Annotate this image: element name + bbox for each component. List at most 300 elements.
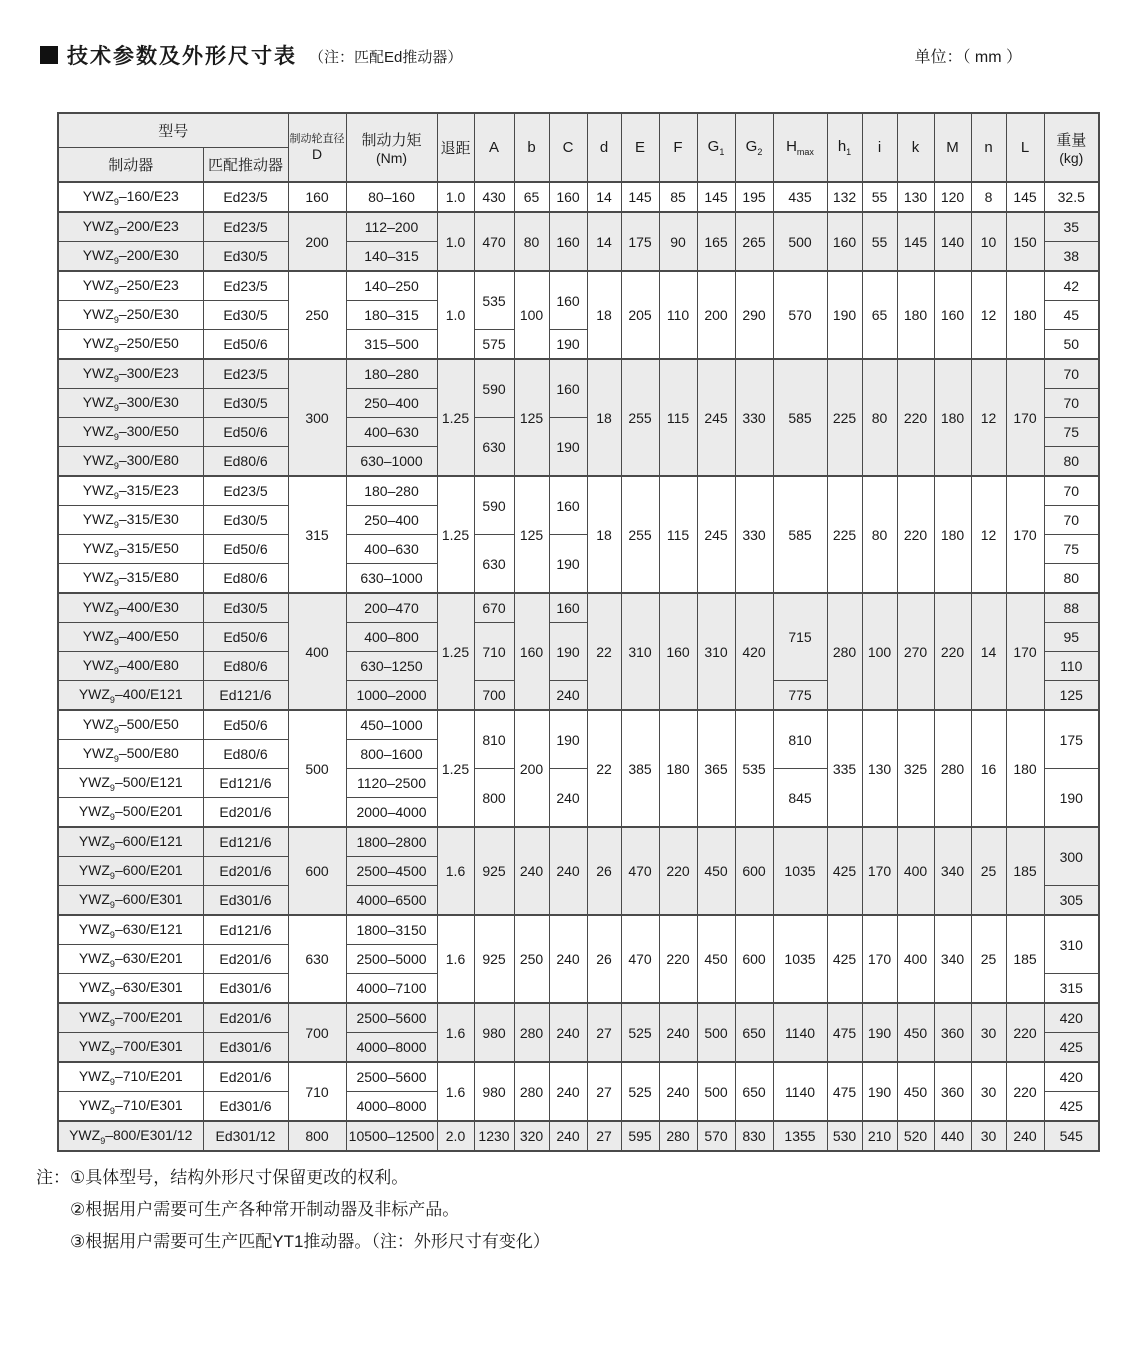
cell-d: 14	[587, 182, 621, 212]
cell-L: 220	[1006, 1062, 1044, 1121]
cell-Hmax: 845	[773, 769, 827, 828]
cell-i: 80	[862, 476, 897, 593]
cell-weight: 175	[1044, 710, 1099, 769]
cell-A: 810	[474, 710, 514, 769]
cell-b: 160	[514, 593, 549, 710]
cell-A: 535	[474, 271, 514, 330]
cell-thruster-model: Ed30/5	[203, 389, 288, 418]
cell-M: 360	[934, 1062, 971, 1121]
cell-Hmax: 775	[773, 681, 827, 711]
cell-G1: 450	[697, 827, 735, 915]
cell-G1: 145	[697, 182, 735, 212]
cell-n: 12	[971, 271, 1006, 359]
cell-brake-model: $YWZ_9-800/E301/12$	[58, 1121, 203, 1151]
cell-G1: 450	[697, 915, 735, 1003]
cell-brake-model: $YWZ_9-700/E301$	[58, 1033, 203, 1063]
cell-n: 25	[971, 827, 1006, 915]
column-header-h1: $h_1$	[827, 113, 862, 182]
cell-torque: 450–1000	[346, 710, 437, 740]
table-header	[58, 113, 1099, 182]
cell-wheel-diameter: 800	[288, 1121, 346, 1151]
cell-torque: 800–1600	[346, 740, 437, 769]
cell-brake-model: $YWZ_9-315/E80$	[58, 564, 203, 594]
cell-weight: 45	[1044, 301, 1099, 330]
cell-brake-model: $YWZ_9-600/E301$	[58, 886, 203, 916]
cell-Hmax: 585	[773, 476, 827, 593]
cell-d: 18	[587, 359, 621, 476]
cell-torque: 140–250	[346, 271, 437, 301]
cell-torque: 2500–5600	[346, 1062, 437, 1092]
table-row	[58, 710, 1099, 740]
cell-F: 90	[659, 212, 697, 271]
table-row	[58, 593, 1099, 623]
cell-G1: 165	[697, 212, 735, 271]
cell-h1: 160	[827, 212, 862, 271]
cell-F: 220	[659, 915, 697, 1003]
cell-thruster-model: Ed80/6	[203, 740, 288, 769]
cell-brake-model: $YWZ_9-500/E121$	[58, 769, 203, 798]
cell-weight: 125	[1044, 681, 1099, 711]
cell-b: 320	[514, 1121, 549, 1151]
cell-A: 980	[474, 1003, 514, 1062]
cell-F: 115	[659, 359, 697, 476]
table-row	[58, 827, 1099, 857]
cell-weight: 88	[1044, 593, 1099, 623]
column-header-Hmax: $H_{max}$	[773, 113, 827, 182]
cell-G2: 650	[735, 1003, 773, 1062]
cell-thruster-model: Ed50/6	[203, 623, 288, 652]
cell-E: 595	[621, 1121, 659, 1151]
cell-Hmax: 1140	[773, 1062, 827, 1121]
column-header-k: k	[897, 113, 934, 182]
cell-F: 180	[659, 710, 697, 827]
footnote-prefix: 注：	[36, 1168, 70, 1187]
table-row	[58, 182, 1099, 212]
cell-weight: 315	[1044, 974, 1099, 1004]
cell-Hmax: 810	[773, 710, 827, 769]
cell-brake-model: $YWZ_9-400/E121$	[58, 681, 203, 711]
cell-weight: 95	[1044, 623, 1099, 652]
cell-brake-model: $YWZ_9-710/E301$	[58, 1092, 203, 1122]
cell-thruster-model: Ed23/5	[203, 476, 288, 506]
cell-L: 170	[1006, 359, 1044, 476]
cell-d: 26	[587, 915, 621, 1003]
cell-b: 80	[514, 212, 549, 271]
cell-weight: 75	[1044, 418, 1099, 447]
cell-thruster-model: Ed121/6	[203, 769, 288, 798]
cell-b: 280	[514, 1003, 549, 1062]
cell-G1: 245	[697, 476, 735, 593]
cell-torque: 180–280	[346, 359, 437, 389]
cell-torque: 400–630	[346, 418, 437, 447]
cell-h1: 225	[827, 476, 862, 593]
cell-gap: 1.25	[437, 476, 474, 593]
cell-G2: 600	[735, 915, 773, 1003]
cell-h1: 475	[827, 1062, 862, 1121]
cell-i: 130	[862, 710, 897, 827]
cell-torque: 250–400	[346, 506, 437, 535]
cell-brake-model: $YWZ_9-630/E301$	[58, 974, 203, 1004]
cell-weight: 70	[1044, 389, 1099, 418]
cell-torque: 4000–6500	[346, 886, 437, 916]
cell-torque: 630–1000	[346, 447, 437, 477]
cell-torque: 4000–8000	[346, 1092, 437, 1122]
cell-brake-model: $YWZ_9-315/E30$	[58, 506, 203, 535]
header-row	[58, 113, 1099, 148]
cell-n: 12	[971, 476, 1006, 593]
cell-G1: 500	[697, 1003, 735, 1062]
cell-C: 240	[549, 915, 587, 1003]
cell-E: 470	[621, 827, 659, 915]
cell-b: 65	[514, 182, 549, 212]
cell-thruster-model: Ed301/6	[203, 1092, 288, 1122]
cell-d: 18	[587, 271, 621, 359]
cell-G2: 600	[735, 827, 773, 915]
cell-A: 575	[474, 330, 514, 360]
cell-b: 240	[514, 827, 549, 915]
spec-table	[57, 112, 1100, 1152]
cell-wheel-diameter: 160	[288, 182, 346, 212]
cell-thruster-model: Ed80/6	[203, 447, 288, 477]
cell-A: 1230	[474, 1121, 514, 1151]
column-header-i: i	[862, 113, 897, 182]
cell-d: 14	[587, 212, 621, 271]
cell-C: 240	[549, 827, 587, 915]
cell-thruster-model: Ed301/12	[203, 1121, 288, 1151]
cell-C: 160	[549, 593, 587, 623]
cell-gap: 1.0	[437, 212, 474, 271]
cell-A: 590	[474, 476, 514, 535]
cell-torque: 2500–5600	[346, 1003, 437, 1033]
cell-F: 280	[659, 1121, 697, 1151]
cell-torque: 4000–7100	[346, 974, 437, 1004]
cell-weight: 70	[1044, 506, 1099, 535]
cell-Hmax: 1035	[773, 915, 827, 1003]
cell-brake-model: $YWZ_9-250/E50$	[58, 330, 203, 360]
cell-k: 450	[897, 1062, 934, 1121]
cell-k: 325	[897, 710, 934, 827]
cell-weight: 70	[1044, 476, 1099, 506]
cell-G2: 330	[735, 476, 773, 593]
column-header-G2: $G_2$	[735, 113, 773, 182]
cell-n: 30	[971, 1003, 1006, 1062]
cell-gap: 1.25	[437, 359, 474, 476]
cell-weight: 70	[1044, 359, 1099, 389]
cell-k: 145	[897, 212, 934, 271]
cell-A: 430	[474, 182, 514, 212]
cell-weight: 190	[1044, 769, 1099, 828]
cell-k: 220	[897, 359, 934, 476]
cell-d: 27	[587, 1003, 621, 1062]
cell-L: 240	[1006, 1121, 1044, 1151]
cell-thruster-model: Ed201/6	[203, 1003, 288, 1033]
cell-brake-model: $YWZ_9-600/E201$	[58, 857, 203, 886]
cell-brake-model: $YWZ_9-300/E30$	[58, 389, 203, 418]
footnote-line: ③根据用户需要可生产匹配YT1推动器。（注：外形尺寸有变化）	[70, 1232, 550, 1251]
cell-brake-model: $YWZ_9-630/E121$	[58, 915, 203, 945]
cell-weight: 300	[1044, 827, 1099, 886]
title-note: （注：匹配Ed推动器）	[309, 49, 463, 66]
cell-thruster-model: Ed201/6	[203, 798, 288, 828]
cell-h1: 280	[827, 593, 862, 710]
cell-thruster-model: Ed121/6	[203, 681, 288, 711]
cell-weight: 420	[1044, 1003, 1099, 1033]
cell-h1: 190	[827, 271, 862, 359]
cell-thruster-model: Ed121/6	[203, 915, 288, 945]
cell-thruster-model: Ed30/5	[203, 301, 288, 330]
column-header-F: F	[659, 113, 697, 182]
cell-torque: 1800–3150	[346, 915, 437, 945]
cell-E: 470	[621, 915, 659, 1003]
cell-E: 310	[621, 593, 659, 710]
cell-thruster-model: Ed30/5	[203, 593, 288, 623]
cell-torque: 630–1000	[346, 564, 437, 594]
cell-torque: 1120–2500	[346, 769, 437, 798]
cell-Hmax: 1140	[773, 1003, 827, 1062]
table-row	[58, 1003, 1099, 1033]
cell-M: 280	[934, 710, 971, 827]
cell-G1: 365	[697, 710, 735, 827]
cell-F: 160	[659, 593, 697, 710]
cell-C: 160	[549, 182, 587, 212]
cell-wheel-diameter: 630	[288, 915, 346, 1003]
cell-thruster-model: Ed50/6	[203, 418, 288, 447]
cell-thruster-model: Ed301/6	[203, 1033, 288, 1063]
cell-M: 340	[934, 915, 971, 1003]
column-header-L: L	[1006, 113, 1044, 182]
cell-torque: 2500–5000	[346, 945, 437, 974]
cell-torque: 1800–2800	[346, 827, 437, 857]
cell-wheel-diameter: 600	[288, 827, 346, 915]
cell-weight: 420	[1044, 1062, 1099, 1092]
cell-A: 925	[474, 827, 514, 915]
footnotes	[36, 1162, 550, 1258]
cell-brake-model: $YWZ_9-250/E30$	[58, 301, 203, 330]
cell-brake-model: $YWZ_9-700/E201$	[58, 1003, 203, 1033]
page-title: 技术参数及外形尺寸表	[67, 45, 297, 68]
cell-L: 185	[1006, 915, 1044, 1003]
cell-n: 30	[971, 1062, 1006, 1121]
cell-torque: 80–160	[346, 182, 437, 212]
table-row	[58, 1062, 1099, 1092]
cell-G1: 570	[697, 1121, 735, 1151]
cell-i: 65	[862, 271, 897, 359]
cell-brake-model: $YWZ_9-300/E23$	[58, 359, 203, 389]
cell-wheel-diameter: 250	[288, 271, 346, 359]
cell-k: 180	[897, 271, 934, 359]
cell-A: 710	[474, 623, 514, 681]
cell-weight: 545	[1044, 1121, 1099, 1151]
cell-brake-model: $YWZ_9-630/E201$	[58, 945, 203, 974]
cell-torque: 180–315	[346, 301, 437, 330]
cell-L: 180	[1006, 710, 1044, 827]
cell-d: 27	[587, 1062, 621, 1121]
cell-thruster-model: Ed50/6	[203, 535, 288, 564]
column-header-G1: $G_1$	[697, 113, 735, 182]
column-header-d: d	[587, 113, 621, 182]
cell-thruster-model: Ed80/6	[203, 652, 288, 681]
cell-M: 220	[934, 593, 971, 710]
cell-G2: 420	[735, 593, 773, 710]
cell-C: 160	[549, 359, 587, 418]
cell-G2: 290	[735, 271, 773, 359]
cell-k: 270	[897, 593, 934, 710]
footnote-line: ②根据用户需要可生产各种常开制动器及非标产品。	[70, 1200, 460, 1219]
cell-torque: 10500–12500	[346, 1121, 437, 1151]
cell-thruster-model: Ed50/6	[203, 330, 288, 360]
cell-brake-model: $YWZ_9-300/E50$	[58, 418, 203, 447]
cell-h1: 335	[827, 710, 862, 827]
cell-C: 240	[549, 1003, 587, 1062]
cell-weight: 110	[1044, 652, 1099, 681]
cell-E: 145	[621, 182, 659, 212]
cell-n: 25	[971, 915, 1006, 1003]
cell-d: 27	[587, 1121, 621, 1151]
cell-G2: 650	[735, 1062, 773, 1121]
column-header-thruster: 匹配推动器	[203, 148, 288, 183]
cell-thruster-model: Ed301/6	[203, 886, 288, 916]
cell-brake-model: $YWZ_9-600/E121$	[58, 827, 203, 857]
cell-torque: 4000–8000	[346, 1033, 437, 1063]
cell-torque: 180–280	[346, 476, 437, 506]
cell-brake-model: $YWZ_9-160/E23$	[58, 182, 203, 212]
table-row	[58, 212, 1099, 242]
cell-brake-model: $YWZ_9-200/E30$	[58, 242, 203, 272]
cell-brake-model: $YWZ_9-315/E50$	[58, 535, 203, 564]
cell-G2: 195	[735, 182, 773, 212]
cell-weight: 32.5	[1044, 182, 1099, 212]
cell-thruster-model: Ed30/5	[203, 506, 288, 535]
table-row	[58, 359, 1099, 389]
cell-M: 120	[934, 182, 971, 212]
title-bar	[40, 40, 1022, 70]
cell-A: 630	[474, 535, 514, 594]
cell-i: 170	[862, 915, 897, 1003]
cell-L: 180	[1006, 271, 1044, 359]
cell-C: 160	[549, 476, 587, 535]
column-header-torque: 制动力矩 (Nm)	[346, 113, 437, 182]
cell-i: 100	[862, 593, 897, 710]
cell-G2: 830	[735, 1121, 773, 1151]
column-header-D: 制动轮直径 D	[288, 113, 346, 182]
cell-L: 150	[1006, 212, 1044, 271]
column-header-weight: 重量 (kg)	[1044, 113, 1099, 182]
cell-C: 160	[549, 271, 587, 330]
cell-i: 80	[862, 359, 897, 476]
cell-gap: 1.25	[437, 593, 474, 710]
cell-M: 180	[934, 476, 971, 593]
cell-n: 30	[971, 1121, 1006, 1151]
cell-M: 140	[934, 212, 971, 271]
cell-torque: 2500–4500	[346, 857, 437, 886]
cell-n: 14	[971, 593, 1006, 710]
cell-thruster-model: Ed23/5	[203, 182, 288, 212]
cell-n: 8	[971, 182, 1006, 212]
cell-E: 175	[621, 212, 659, 271]
cell-G1: 200	[697, 271, 735, 359]
cell-wheel-diameter: 315	[288, 476, 346, 593]
cell-torque: 112–200	[346, 212, 437, 242]
cell-C: 240	[549, 681, 587, 711]
cell-b: 280	[514, 1062, 549, 1121]
cell-C: 190	[549, 535, 587, 594]
cell-E: 255	[621, 476, 659, 593]
cell-G2: 535	[735, 710, 773, 827]
cell-E: 525	[621, 1062, 659, 1121]
cell-M: 180	[934, 359, 971, 476]
cell-C: 190	[549, 623, 587, 681]
cell-thruster-model: Ed201/6	[203, 857, 288, 886]
cell-F: 115	[659, 476, 697, 593]
cell-thruster-model: Ed301/6	[203, 974, 288, 1004]
cell-k: 520	[897, 1121, 934, 1151]
cell-weight: 35	[1044, 212, 1099, 242]
cell-b: 200	[514, 710, 549, 827]
cell-h1: 425	[827, 827, 862, 915]
table-row	[58, 476, 1099, 506]
cell-thruster-model: Ed201/6	[203, 1062, 288, 1092]
cell-E: 205	[621, 271, 659, 359]
cell-wheel-diameter: 400	[288, 593, 346, 710]
cell-gap: 2.0	[437, 1121, 474, 1151]
cell-Hmax: 500	[773, 212, 827, 271]
cell-gap: 1.6	[437, 1062, 474, 1121]
cell-brake-model: $YWZ_9-500/E50$	[58, 710, 203, 740]
cell-weight: 305	[1044, 886, 1099, 916]
cell-A: 670	[474, 593, 514, 623]
cell-b: 250	[514, 915, 549, 1003]
cell-b: 100	[514, 271, 549, 359]
cell-k: 130	[897, 182, 934, 212]
cell-M: 340	[934, 827, 971, 915]
cell-thruster-model: Ed201/6	[203, 945, 288, 974]
cell-i: 55	[862, 212, 897, 271]
cell-A: 980	[474, 1062, 514, 1121]
column-header-model: 型号	[58, 113, 288, 148]
cell-wheel-diameter: 200	[288, 212, 346, 271]
cell-thruster-model: Ed50/6	[203, 710, 288, 740]
cell-E: 255	[621, 359, 659, 476]
cell-weight: 425	[1044, 1092, 1099, 1122]
cell-Hmax: 715	[773, 593, 827, 681]
cell-brake-model: $YWZ_9-250/E23$	[58, 271, 203, 301]
column-header-C: C	[549, 113, 587, 182]
cell-G1: 310	[697, 593, 735, 710]
cell-M: 360	[934, 1003, 971, 1062]
cell-brake-model: $YWZ_9-500/E201$	[58, 798, 203, 828]
cell-thruster-model: Ed23/5	[203, 212, 288, 242]
cell-k: 220	[897, 476, 934, 593]
cell-C: 190	[549, 418, 587, 477]
cell-weight: 75	[1044, 535, 1099, 564]
footnote-line: ①具体型号，结构外形尺寸保留更改的权利。	[70, 1168, 409, 1187]
cell-h1: 132	[827, 182, 862, 212]
cell-F: 220	[659, 827, 697, 915]
cell-gap: 1.0	[437, 182, 474, 212]
cell-brake-model: $YWZ_9-500/E80$	[58, 740, 203, 769]
cell-C: 240	[549, 1121, 587, 1151]
cell-h1: 475	[827, 1003, 862, 1062]
cell-h1: 530	[827, 1121, 862, 1151]
cell-brake-model: $YWZ_9-400/E80$	[58, 652, 203, 681]
table-row	[58, 1121, 1099, 1151]
cell-i: 55	[862, 182, 897, 212]
cell-Hmax: 435	[773, 182, 827, 212]
cell-d: 26	[587, 827, 621, 915]
cell-L: 170	[1006, 593, 1044, 710]
cell-torque: 630–1250	[346, 652, 437, 681]
cell-brake-model: $YWZ_9-200/E23$	[58, 212, 203, 242]
